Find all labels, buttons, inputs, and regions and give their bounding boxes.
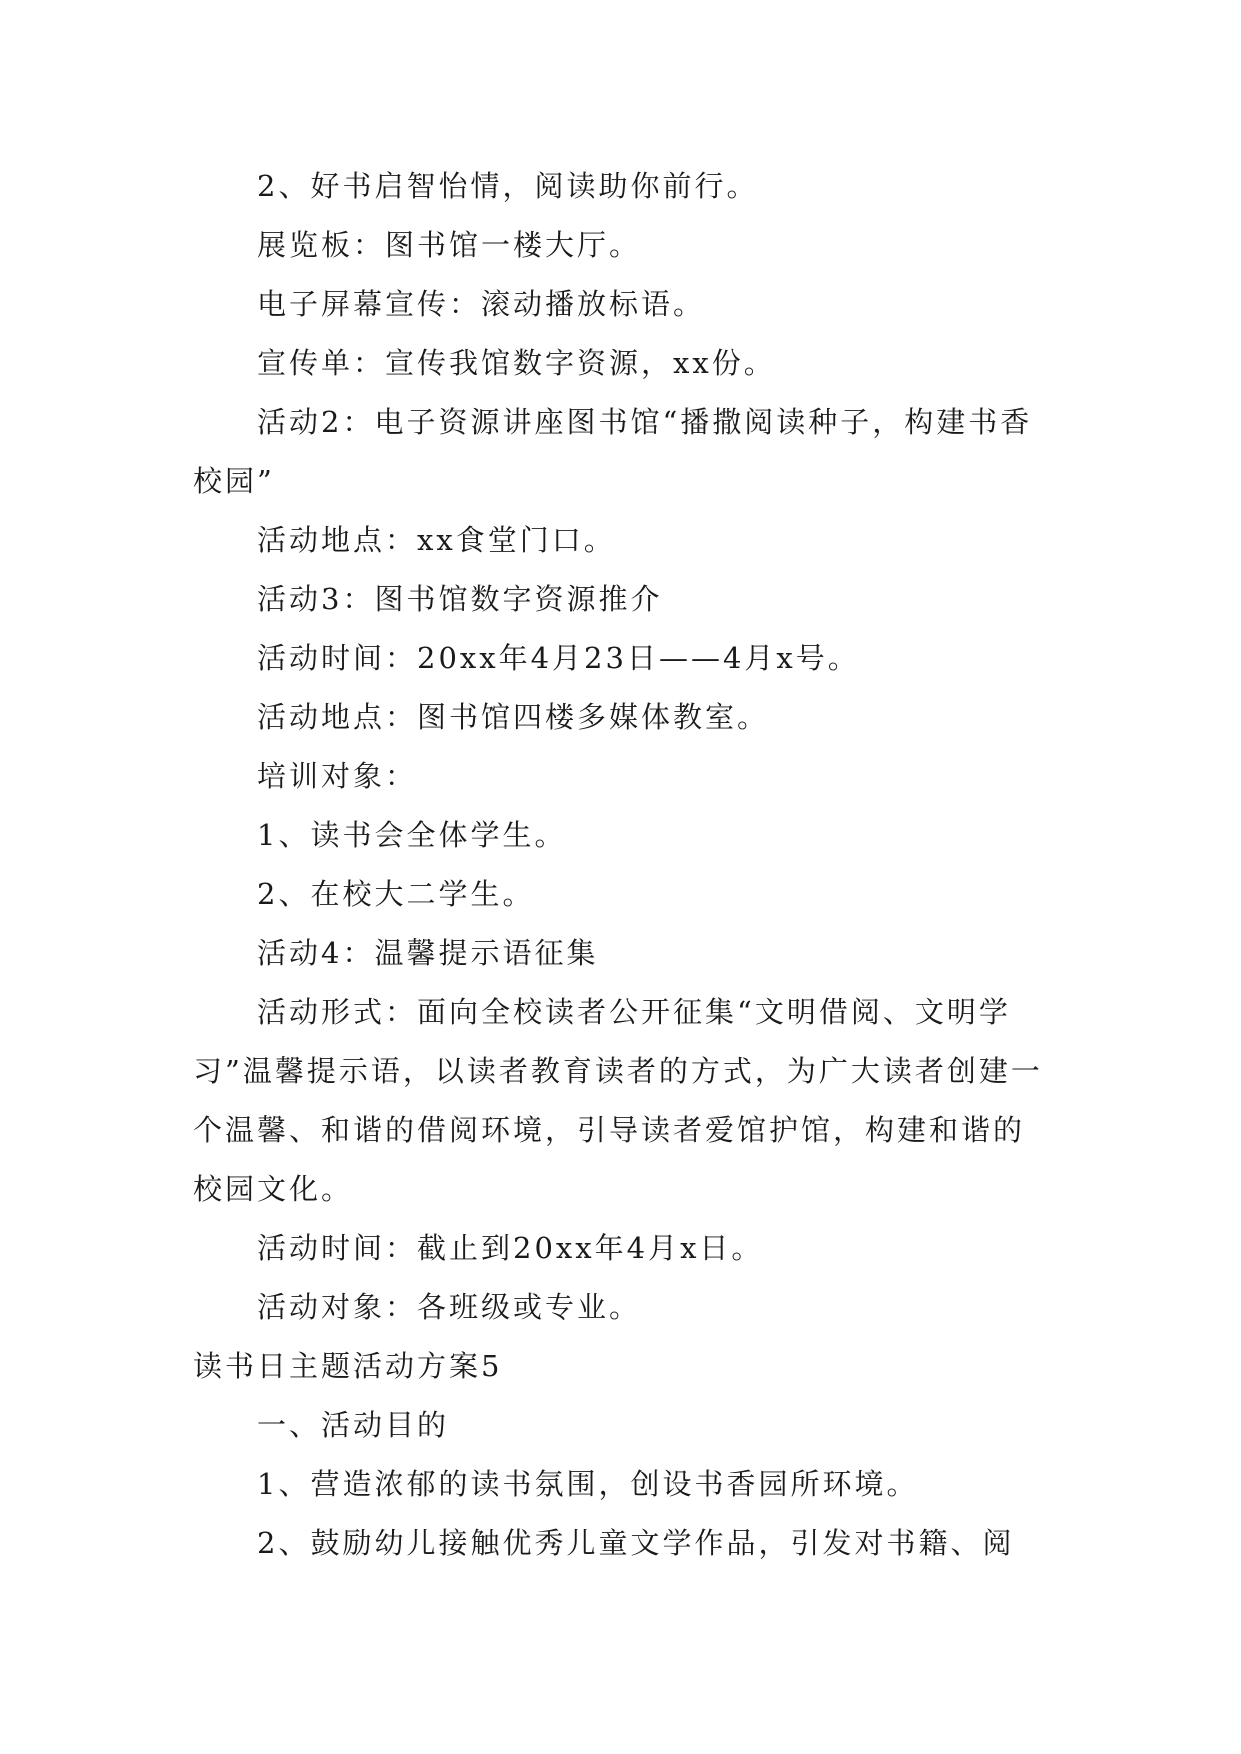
section-heading: 读书日主题活动方案5 [193,1349,503,1383]
paragraph: 活动对象：各班级或专业。 [257,1290,642,1324]
paragraph: 1、读书会全体学生。 [257,818,567,852]
paragraph: 2、在校大二学生。 [257,877,535,911]
paragraph: 活动地点：xx食堂门口。 [257,523,616,557]
paragraph: 活动地点：图书馆四楼多媒体教室。 [257,700,770,734]
paragraph: 一、活动目的 [257,1408,450,1442]
paragraph: 活动形式：面向全校读者公开征集“文明借阅、文明学习”温馨提示语，以读者教育读者的方式，为广大读者创建一个温馨、和谐的借阅环境，引导读者爱馆护馆，构建和谐的校园文化。 [193,995,1043,1206]
paragraph: 活动2：电子资源讲座图书馆“播撒阅读种子，构建书香校园” [193,405,1033,498]
paragraph: 活动时间：20xx年4月23日——4月x号。 [257,641,860,675]
document-body [193,157,1053,1573]
paragraph: 培训对象： [257,759,418,793]
paragraph: 2、鼓励幼儿接触优秀儿童文学作品，引发对书籍、阅 [257,1526,1015,1560]
paragraph: 电子屏幕宣传：滚动播放标语。 [257,287,706,321]
paragraph: 活动3：图书馆数字资源推介 [257,582,663,616]
paragraph: 2、好书启智怡情，阅读助你前行。 [257,169,759,203]
paragraph: 宣传单：宣传我馆数字资源，xx份。 [257,346,776,380]
paragraph: 活动4：温馨提示语征集 [257,936,599,970]
paragraph: 1、营造浓郁的读书氛围，创设书香园所环境。 [257,1467,919,1501]
paragraph: 活动时间：截止到20xx年4月x日。 [257,1231,764,1265]
paragraph: 展览板：图书馆一楼大厅。 [257,228,642,262]
